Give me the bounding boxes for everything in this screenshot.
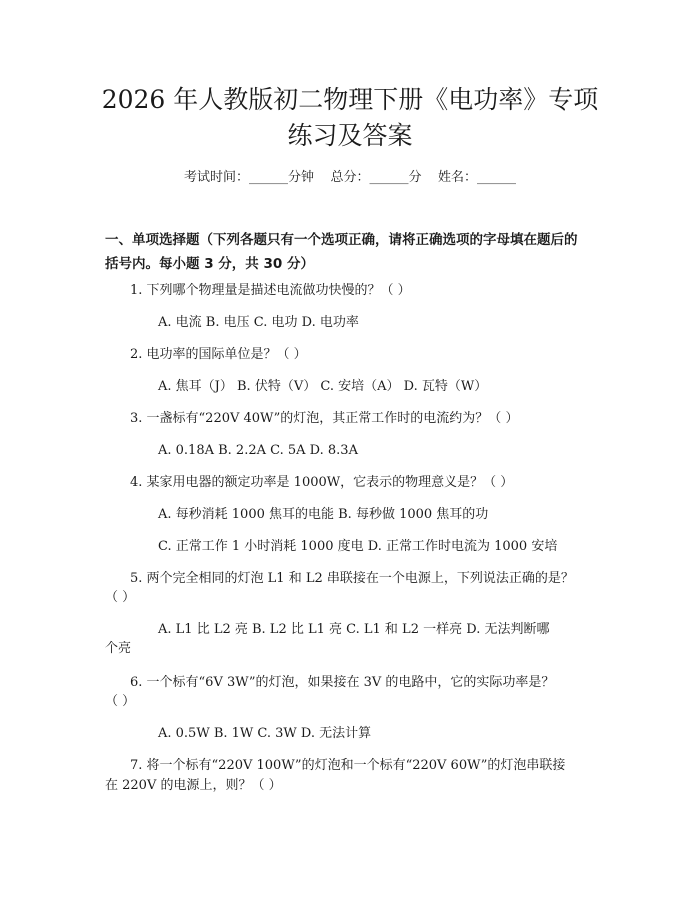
question-4-options-row-2: C. 正常工作 1 小时消耗 1000 度电 D. 正常工作时电流为 1000 安培 [158, 539, 558, 554]
question-5-options-continuation: 个亮 [105, 641, 132, 656]
question-2-stem: 2. 电功率的国际单位是？（ ） [130, 347, 307, 362]
question-5-stem-continuation: （ ） [105, 590, 136, 605]
question-5-options: A. L1 比 L2 亮 B. L2 比 L1 亮 C. L1 和 L2 一样亮 D. 无法判断哪 [158, 622, 550, 637]
question-1-options: A. 电流 B. 电压 C. 电功 D. 电功率 [158, 315, 359, 330]
question-6-stem: 6. 一个标有“6V 3W”的灯泡，如果接在 3V 的电路中，它的实际功率是？ [130, 675, 555, 690]
question-6-stem-continuation: （ ） [105, 694, 136, 709]
question-6-options: A. 0.5W B. 1W C. 3W D. 无法计算 [158, 726, 372, 741]
question-3-options: A. 0.18A B. 2.2A C. 5A D. 8.3A [158, 443, 358, 458]
question-7-stem-continuation: 在 220V 的电源上，则？（ ） [105, 778, 282, 793]
question-4-stem: 4. 某家用电器的额定功率是 1000W，它表示的物理意义是？（ ） [130, 475, 514, 490]
question-5-stem: 5. 两个完全相同的灯泡 L1 和 L2 串联接在一个电源上，下列说法正确的是？ [130, 571, 574, 586]
question-2-options: A. 焦耳（J） B. 伏特（V） C. 安培（A） D. 瓦特（W） [158, 379, 488, 394]
question-3-stem: 3. 一盏标有“220V 40W”的灯泡，其正常工作时的电流约为？（ ） [130, 411, 519, 426]
section-heading-line-1: 一、单项选择题（下列各题只有一个选项正确，请将正确选项的字母填在题后的 [105, 232, 578, 248]
question-4-options-row-1: A. 每秒消耗 1000 焦耳的电能 B. 每秒做 1000 焦耳的功 [158, 507, 489, 522]
document-title-line-1: 2026 年人教版初二物理下册《电功率》专项 [101, 85, 599, 114]
question-1-stem: 1. 下列哪个物理量是描述电流做功快慢的？（ ） [130, 283, 411, 298]
document-title-line-2: 练习及答案 [287, 121, 413, 150]
exam-info-line: 考试时间：______分钟 总分：______分 姓名：______ [183, 170, 517, 185]
question-7-stem: 7. 将一个标有“220V 100W”的灯泡和一个标有“220V 60W”的灯泡串联接 [130, 758, 566, 773]
section-heading-line-2: 括号内。每小题 3 分，共 30 分） [105, 256, 314, 272]
